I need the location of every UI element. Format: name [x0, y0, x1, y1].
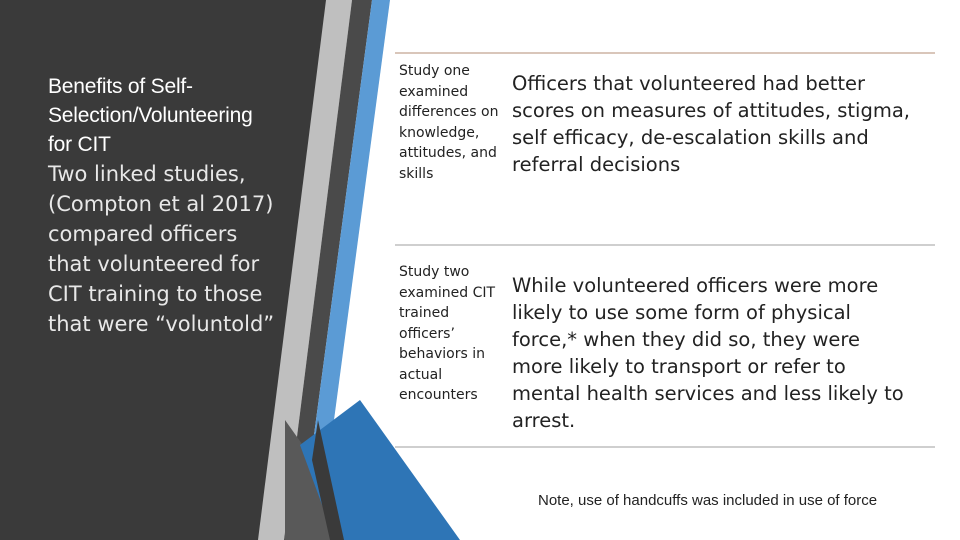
- bottom-divider: [395, 446, 935, 448]
- study-one-description: Officers that volunteered had better scores on measures of attitudes, stigma, self efficacy, de-escalation skills and referral decisions: [512, 72, 910, 176]
- study-two-label: Study two examined CIT trained officers’ behaviors in actual encounters: [399, 264, 496, 403]
- slide-heading: Benefits of Self-Selection/Volunteering for CIT: [48, 75, 253, 156]
- slide-summary: Two linked studies, (Compton et al 2017) compared officers that volunteered for CIT training to those that were “voluntold”: [48, 162, 275, 336]
- study-one-label: Study one examined differences on knowledge, attitudes, and skills: [399, 63, 499, 182]
- middle-divider: [395, 244, 935, 246]
- study-two-description: While volunteered officers were more likely to use some form of physical force,* when they did so, they were more likely to transport or refer to mental health services and less likely to arrest.: [512, 274, 904, 432]
- left-panel-text: [48, 72, 278, 339]
- top-divider: [395, 52, 935, 54]
- footnote: Note, use of handcuffs was included in use of force: [538, 492, 878, 509]
